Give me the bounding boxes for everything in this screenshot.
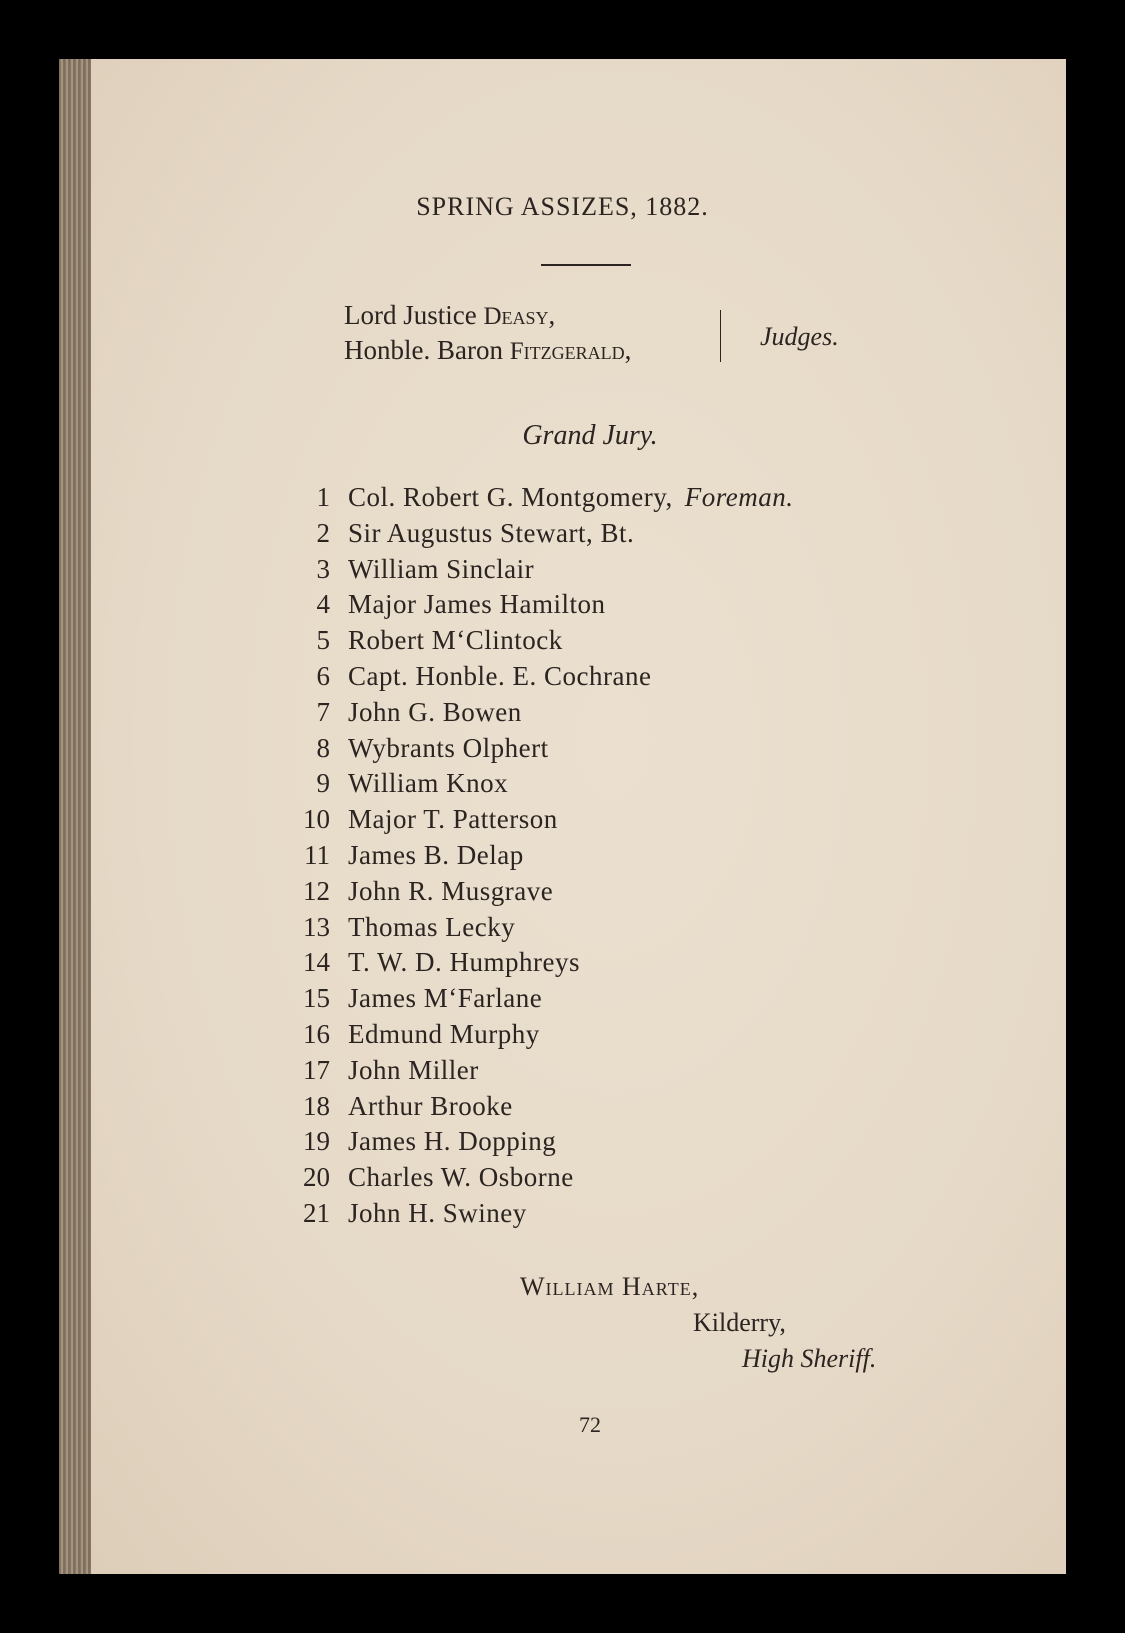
- sheriff-name: William Harte,: [520, 1272, 700, 1301]
- jury-member-name: T. W. D. Humphreys: [348, 947, 580, 978]
- jury-member-name: John R. Musgrave: [348, 875, 554, 906]
- judge-prefix: Honble. Baron: [344, 335, 510, 365]
- jury-number: 9: [316, 768, 330, 799]
- jury-number: 10: [303, 804, 330, 835]
- judge-suffix: ,: [624, 335, 632, 365]
- jury-number: 8: [316, 732, 330, 763]
- judge-prefix: Lord Justice: [344, 300, 484, 330]
- jury-number: 1: [316, 482, 330, 512]
- jury-number: 18: [303, 1090, 330, 1121]
- jury-member-name: Edmund Murphy: [348, 1019, 540, 1049]
- jury-member-name: Major James Hamilton: [348, 589, 606, 620]
- jury-member-name: Wybrants Olphert: [348, 732, 549, 763]
- jury-member-name: Robert M‘Clintock: [348, 625, 563, 656]
- jury-number: 11: [304, 840, 330, 870]
- jury-member-name: Charles W. Osborne: [348, 1162, 574, 1193]
- jury-member-name: James M‘Farlane: [348, 983, 543, 1014]
- jury-member-name: Capt. Honble. E. Cochrane: [348, 661, 652, 691]
- jury-number: 15: [303, 983, 330, 1014]
- jury-member-name: Sir Augustus Stewart, Bt.: [348, 517, 635, 548]
- jury-member-name: John G. Bowen: [348, 696, 522, 727]
- jury-number: 7: [316, 696, 330, 727]
- jury-member-name: James B. Delap: [348, 840, 524, 870]
- title-rule: [541, 264, 631, 266]
- jury-number: 3: [316, 553, 330, 584]
- jury-number: 12: [303, 875, 330, 906]
- jury-number: 20: [303, 1162, 330, 1193]
- jury-number: 5: [316, 625, 330, 656]
- sheriff-title: High Sheriff.: [742, 1344, 877, 1373]
- jury-number: 17: [303, 1054, 330, 1085]
- judge-name: Deasy: [483, 303, 549, 330]
- jury-number: 19: [303, 1126, 330, 1157]
- page-number: 72: [579, 1412, 601, 1437]
- judge-name: Fitzgerald: [509, 338, 625, 365]
- jury-number: 16: [303, 1019, 330, 1049]
- jury-member-name: John H. Swiney: [348, 1198, 527, 1228]
- judge-suffix: ,: [548, 300, 556, 330]
- jury-number: 4: [316, 589, 330, 620]
- sheriff-place: Kilderry,: [693, 1308, 786, 1337]
- jury-member-name: Major T. Patterson: [348, 804, 558, 835]
- jury-member-name: James H. Dopping: [348, 1126, 557, 1157]
- grand-jury-title: Grand Jury.: [522, 420, 658, 451]
- jury-member-name: William Knox: [348, 768, 509, 799]
- jury-number: 13: [303, 911, 330, 942]
- jury-number: 6: [316, 661, 330, 691]
- jury-member-name: Arthur Brooke: [348, 1090, 513, 1121]
- brace-bracket: [720, 310, 729, 362]
- page-title: SPRING ASSIZES, 1882.: [416, 192, 709, 221]
- jury-member-line: [348, 482, 793, 513]
- jury-number: 14: [303, 947, 330, 978]
- jury-member-name: Col. Robert G. Montgomery,: [348, 482, 673, 512]
- judge-line-2: [344, 335, 631, 366]
- jury-member-name: John Miller: [348, 1054, 479, 1085]
- jury-number: 21: [303, 1198, 330, 1228]
- judge-line-1: [344, 300, 555, 331]
- book-page: [59, 59, 1066, 1574]
- judges-label: Judges.: [760, 322, 839, 351]
- jury-number: 2: [316, 517, 330, 548]
- jury-member-name: Thomas Lecky: [348, 911, 516, 942]
- foreman-label: Foreman.: [684, 482, 794, 512]
- page-edge: [59, 59, 91, 1574]
- jury-member-name: William Sinclair: [348, 553, 535, 584]
